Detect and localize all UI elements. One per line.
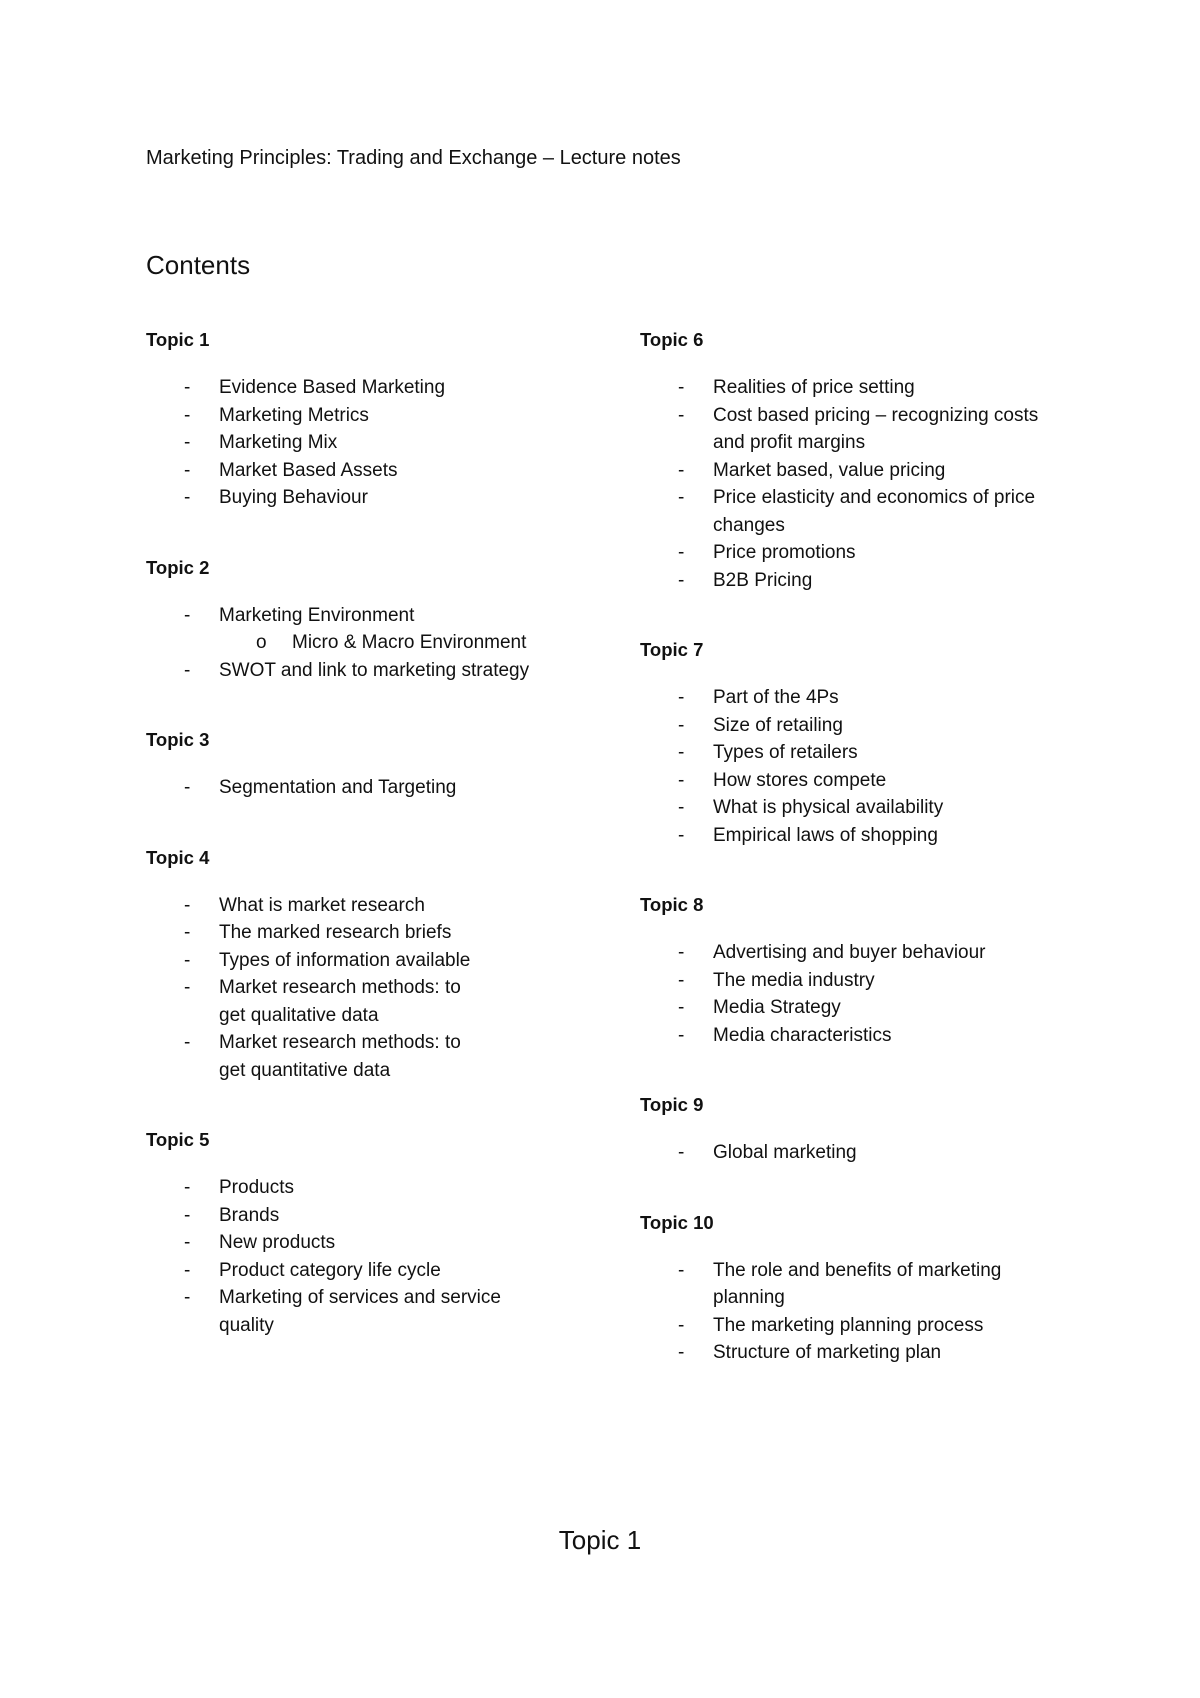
topic-title: Topic 4 xyxy=(146,846,210,868)
contents-heading: Contents xyxy=(146,250,251,280)
topic-item: - Segmentation and Targeting xyxy=(146,774,616,802)
topic-item: - Market research methods: to get qualitative data xyxy=(146,974,469,1029)
topic-title: Topic 3 xyxy=(146,729,210,750)
topic-item: - Marketing of services and service quality xyxy=(146,1284,539,1339)
topic-item: - Buying Behaviour xyxy=(146,484,616,512)
topic-item: - Market based, value pricing xyxy=(640,457,1100,485)
topic-item-list xyxy=(146,892,616,1085)
topic-item: - Products xyxy=(146,1174,616,1202)
topic-item: - Part of the 4Ps xyxy=(640,684,1100,712)
topic-item: - The role and benefits of marketing planning xyxy=(640,1257,1073,1312)
topic-item: - New products xyxy=(146,1229,616,1257)
topic-item: - Evidence Based Marketing xyxy=(146,374,616,402)
topic-item: - Product category life cycle xyxy=(146,1257,616,1285)
contents-right-column xyxy=(640,328,1100,1411)
topic-title: Topic 9 xyxy=(640,1094,704,1115)
topic-item-list xyxy=(640,374,1100,594)
document-header: Marketing Principles: Trading and Exchange – Lecture notes xyxy=(146,147,681,169)
topic-item-list xyxy=(640,939,1100,1049)
topic-section xyxy=(146,1128,616,1339)
topic-item-list xyxy=(146,1174,616,1339)
topic-item: - Marketing Environment xyxy=(146,602,616,630)
topic-item: - The media industry xyxy=(640,967,1100,995)
topic-section xyxy=(640,328,1100,594)
topic-item: - Media characteristics xyxy=(640,1022,1100,1050)
topic-subitem: o Micro & Macro Environment xyxy=(146,629,616,657)
topic-title: Topic 5 xyxy=(146,1129,210,1150)
topic-item-list xyxy=(146,657,616,685)
topic-section xyxy=(146,556,616,685)
topic-title: Topic 2 xyxy=(146,556,210,578)
topic-item: - Realities of price setting xyxy=(640,374,1100,402)
topic-section xyxy=(640,638,1100,849)
topic-item-list xyxy=(640,684,1100,849)
topic-item: - SWOT and link to marketing strategy xyxy=(146,657,616,685)
section-heading: Topic 1 xyxy=(558,1525,642,1555)
topic-item: - Price elasticity and economics of price changes xyxy=(640,484,1073,539)
topic-item-list xyxy=(640,1139,1100,1167)
topic-item-list xyxy=(146,602,616,630)
topic-item: - Structure of marketing plan xyxy=(640,1339,1100,1367)
topic-section xyxy=(640,1093,1100,1167)
topic-item: - Types of retailers xyxy=(640,739,1100,767)
topic-item: - B2B Pricing xyxy=(640,567,1100,595)
topic-title: Topic 1 xyxy=(146,329,210,350)
topic-item: - Media Strategy xyxy=(640,994,1100,1022)
topic-section xyxy=(640,1211,1100,1367)
topic-section xyxy=(146,728,616,802)
topic-item: - Types of information available xyxy=(146,947,616,975)
topic-title: Topic 7 xyxy=(640,639,704,660)
topic-item: - Market research methods: to get quantitative data xyxy=(146,1029,469,1084)
topic-title: Topic 10 xyxy=(640,1211,714,1233)
topic-item: - What is physical availability xyxy=(640,794,1100,822)
topic-section xyxy=(640,893,1100,1049)
topic-title: Topic 6 xyxy=(640,329,704,350)
topic-item: - Price promotions xyxy=(640,539,1100,567)
topic-item: - How stores compete xyxy=(640,767,1100,795)
topic-item: - Advertising and buyer behaviour xyxy=(640,939,1100,967)
topic-item: - Marketing Metrics xyxy=(146,402,616,430)
topic-section xyxy=(146,328,616,512)
topic-item: - Empirical laws of shopping xyxy=(640,822,1100,850)
topic-subitem-list xyxy=(146,629,616,657)
topic-item: - Brands xyxy=(146,1202,616,1230)
topic-item: - The marked research briefs xyxy=(146,919,616,947)
topic-item: - The marketing planning process xyxy=(640,1312,1100,1340)
topic-item: - What is market research xyxy=(146,892,616,920)
topic-item-list xyxy=(146,374,616,512)
topic-item-list xyxy=(146,774,616,802)
contents-left-column xyxy=(146,328,616,1383)
topic-title: Topic 8 xyxy=(640,894,704,915)
topic-item: - Market Based Assets xyxy=(146,457,616,485)
topic-item-list xyxy=(640,1257,1100,1367)
topic-item: - Cost based pricing – recognizing costs and profit margins xyxy=(640,402,1073,457)
topic-item: - Marketing Mix xyxy=(146,429,616,457)
topic-item: - Global marketing xyxy=(640,1139,1100,1167)
topic-section xyxy=(146,846,616,1085)
topic-item: - Size of retailing xyxy=(640,712,1100,740)
